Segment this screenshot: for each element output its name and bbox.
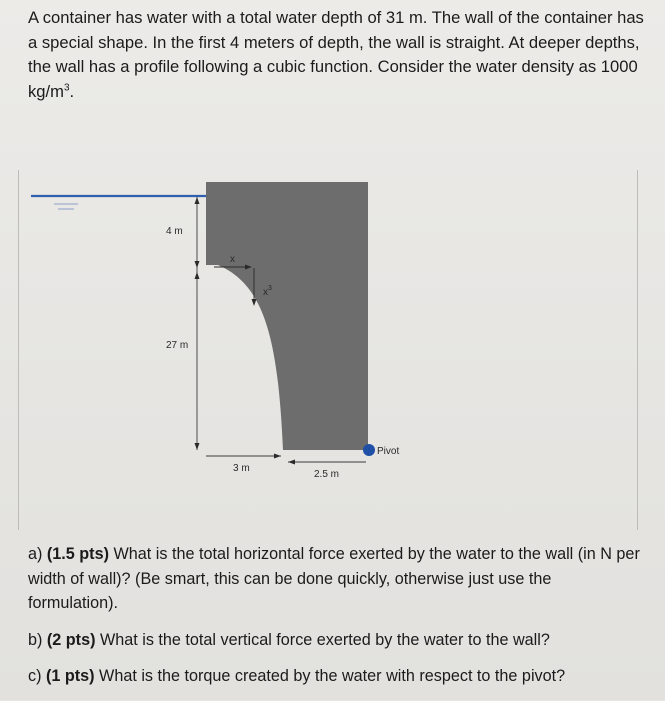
question-c (28, 664, 640, 689)
question-points: (2 pts) (46, 630, 96, 649)
arrowhead (195, 197, 200, 204)
label-pivot: Pivot (377, 446, 400, 457)
container-wall (206, 182, 368, 450)
question-points: (1.5 pts) (46, 545, 109, 563)
label-2-5m: 2.5 m (314, 469, 340, 480)
arrowhead (288, 460, 295, 465)
label-4m: 4 m (166, 226, 183, 237)
question-text: What is the torque created by the water with respect to the pivot? (94, 667, 566, 685)
intro-end: . (69, 81, 75, 101)
question-text: What is the total horizontal force exerted by the water to the wall (in N per width of wall)? (Be smart, this can be done quickly, otherwise just use the formulation). (28, 545, 640, 612)
questions (28, 542, 640, 701)
intro-text: A container has water with a total water depth of 31 m. The wall of the container has a special shape. In the first 4 meters of depth, the wall is straight. At deeper depths, the wall has a profile following a cubic function. Consider the water density as 1000 kg/m (28, 8, 644, 101)
question-text: What is the total vertical force exerted by the water to the wall? (95, 630, 550, 649)
arrowhead (195, 261, 200, 268)
arrowhead (195, 272, 200, 279)
question-prefix: b) (28, 630, 47, 649)
question-points: (1 pts) (45, 667, 95, 685)
intro-exponent: 3 (63, 81, 70, 93)
arrowhead (252, 299, 257, 306)
pivot-marker (363, 444, 375, 456)
question-prefix: a) (28, 545, 47, 563)
label-x: x (230, 254, 235, 265)
label-x-cubed: $x^3$ (263, 285, 272, 298)
question-b (28, 628, 640, 653)
arrowhead (274, 454, 281, 459)
arrowhead (195, 443, 200, 450)
label-3m: 3 m (233, 463, 250, 474)
label-27m: 27 m (166, 340, 189, 351)
question-a (28, 542, 640, 616)
question-prefix: c) (28, 667, 46, 685)
